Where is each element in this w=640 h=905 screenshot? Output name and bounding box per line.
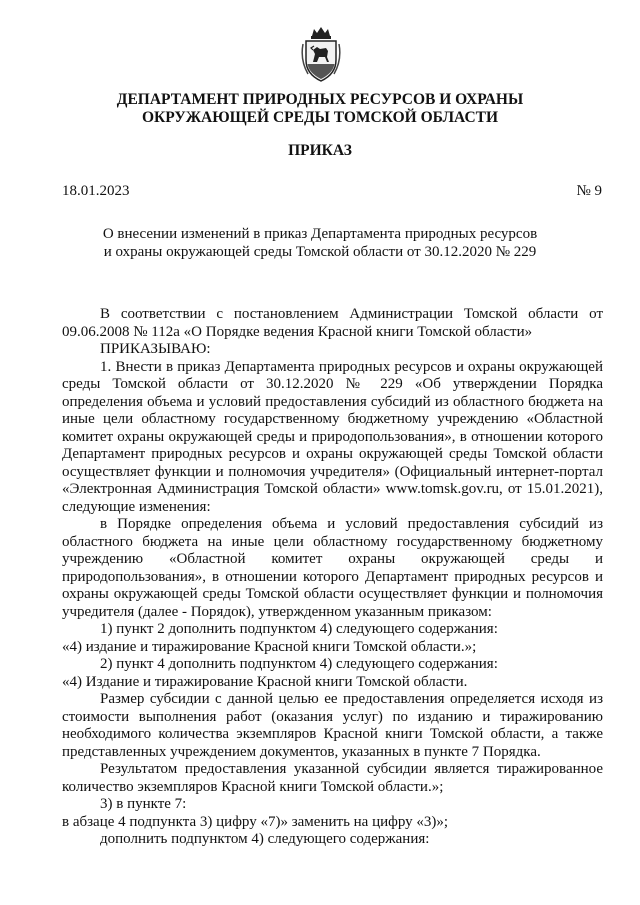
clause-1-paragraph: 1. Внести в приказ Департамента природных ресурсов и охраны окружающей среды Томской области от 30.12.2020 № 229 «Об утверждении Порядка определения объема и условий предоставления субсидий из областного бюджета на иные цели областному государственному бюджетному учреждению «Областной комитет охраны окружающей среды и природопользования», в отношении которого Департамент природных ресурсов и охраны окружающей среды Томской области осуществляет функции и полномочия учредителя» (Официальный интернет-портал «Электронная Администрация Томской области» www.tomsk.gov.ru, от 15.01.2021), следующие изменения: <box>62 358 603 515</box>
tomsk-region-coat-of-arms-icon <box>300 26 342 84</box>
amendment-item-1: 1) пункт 2 дополнить подпунктом 4) следующего содержания: <box>100 621 498 637</box>
subject-line-1: О внесении изменений в приказ Департамента природных ресурсов <box>102 226 538 242</box>
document-type: ПРИКАЗ <box>288 142 352 159</box>
issuing-authority-line-1: ДЕПАРТАМЕНТ ПРИРОДНЫХ РЕСУРСОВ И ОХРАНЫ <box>116 91 524 108</box>
amendment-item-1-text: «4) издание и тиражирование Красной книги Томской области.»; <box>62 638 477 655</box>
document-number: № 9 <box>576 183 602 199</box>
preamble-paragraph: В соответствии с постановлением Администрации Томской области от 09.06.2008 № 112а «О Порядке ведения Красной книги Томской области» <box>62 306 603 340</box>
document-body <box>62 306 603 849</box>
document-date: 18.01.2023 <box>62 183 130 199</box>
document-subject <box>60 225 580 261</box>
procedure-paragraph: в Порядке определения объема и условий предоставления субсидий из областного бюджета на иные цели областному государственному бюджетному учреждению «Областной комитет охраны окружающей среды и природопользования», в отношении которого Департамент природных ресурсов и охраны окружающей среды Томской области осуществляет функции и полномочия учредителя (далее - Порядок), утвержденном указанным приказом: <box>62 516 603 620</box>
amendment-item-2: 2) пункт 4 дополнить подпунктом 4) следующего содержания: <box>100 656 498 672</box>
issuing-authority <box>60 91 580 127</box>
order-keyword: ПРИКАЗЫВАЮ: <box>100 341 211 357</box>
subsidy-size-paragraph: Размер субсидии с данной целью ее предоставления определяется исходя из стоимости выполнения работ (оказания услуг) по изданию и тиражированию необходимого количества экземпляров Красной книги Томской области, а также представленных учреждением документов, указанных в пункте 7 Порядка. <box>62 691 603 760</box>
amendment-item-3-text: в абзаце 4 подпункта 3) цифру «7)» заменить на цифру «3)»; <box>62 813 449 830</box>
subsidy-result-paragraph: Результатом предоставления указанной субсидии является тиражированное количество экземпляров Красной книги Томской области.»; <box>62 761 603 795</box>
subject-line-2: и охраны окружающей среды Томской области от 30.12.2020 № 229 <box>103 244 537 260</box>
amendment-item-2-text: «4) Издание и тиражирование Красной книги Томской области. <box>62 673 468 690</box>
amendment-item-3-addition: дополнить подпунктом 4) следующего содержания: <box>100 831 430 847</box>
amendment-item-3: 3) в пункте 7: <box>100 796 187 812</box>
issuing-authority-line-2: ОКРУЖАЮЩЕЙ СРЕДЫ ТОМСКОЙ ОБЛАСТИ <box>141 109 499 126</box>
